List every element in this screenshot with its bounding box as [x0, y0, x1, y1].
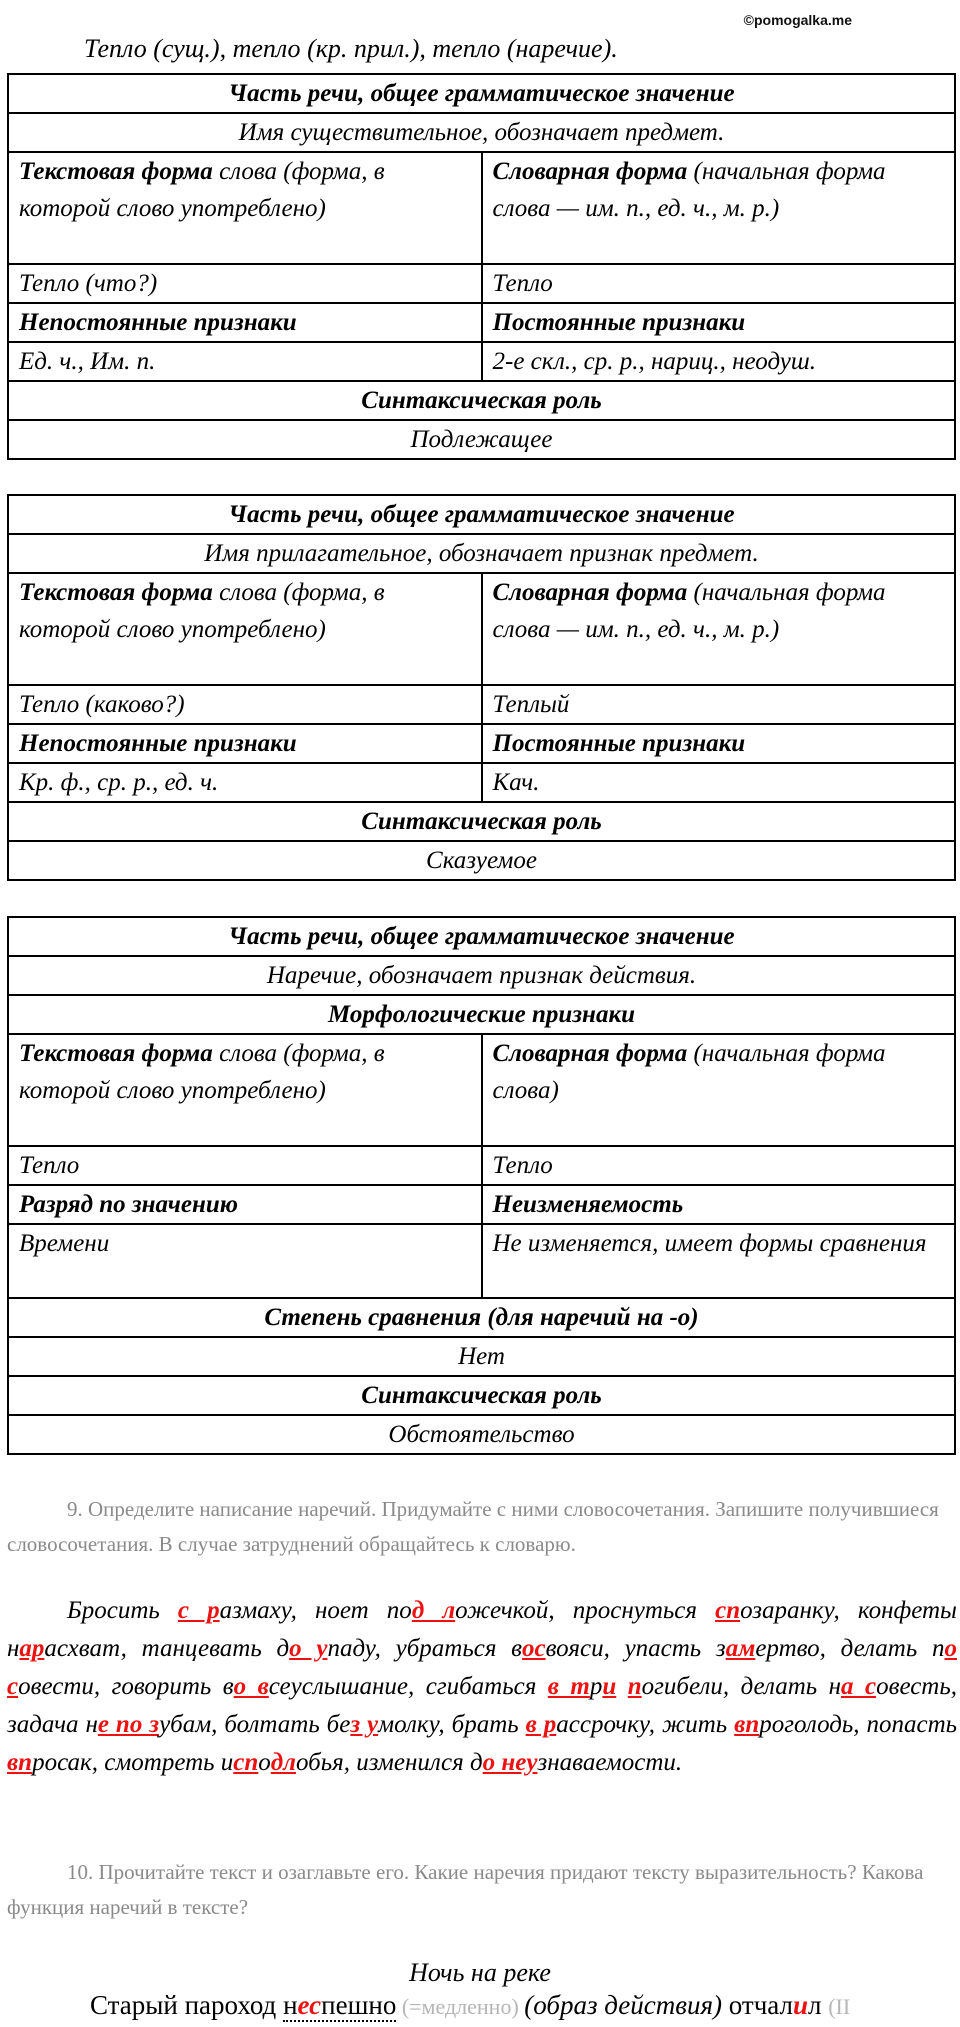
- text-form-header: Текстовая форма слова (форма, в которой слово употреблено): [8, 1034, 482, 1146]
- text-segment: ожечкой, проснуться: [455, 1597, 716, 1624]
- highlight-segment: е по з: [97, 1711, 160, 1738]
- text-segment: паду, убраться в: [327, 1635, 523, 1662]
- dict-form-value: Тепло: [482, 264, 956, 303]
- highlight-segment: ам: [725, 1635, 756, 1662]
- degree-value: Нет: [8, 1337, 955, 1376]
- inv-value: Не изменяется, имеет формы сравнения: [482, 1224, 956, 1298]
- text-segment: р: [589, 1673, 603, 1700]
- nonconst-value: Кр. ф., ср. р., ед. ч.: [8, 763, 482, 802]
- rank-header: Разряд по значению: [8, 1185, 482, 1224]
- dict-form-header: Словарная форма (начальная форма слова): [482, 1034, 956, 1146]
- nonconst-header: Непостоянные признаки: [8, 303, 482, 342]
- highlight-segment: а с: [841, 1673, 877, 1700]
- text-segment: овести, говорить в: [18, 1673, 234, 1700]
- text-form-value: Тепло (что?): [8, 264, 482, 303]
- synt-value: Подлежащее: [8, 420, 955, 459]
- const-header: Постоянные признаки: [482, 724, 956, 763]
- watermark: ©pomogalka.me: [743, 12, 852, 28]
- highlight-segment: о с: [7, 1635, 957, 1700]
- text-segment: вояси, упасть з: [545, 1635, 726, 1662]
- answer-9: [7, 1592, 957, 1782]
- text-segment: асхват, танцевать д: [44, 1635, 290, 1662]
- synt-header: Синтаксическая роль: [8, 381, 955, 420]
- pos-value: Имя прилагательное, обозначает признак предмет.: [8, 534, 955, 573]
- intro-line: [84, 34, 618, 64]
- task-9: 9. Определите написание наречий. Придумайте с ними словосочетания. Запишите получившиеся словосочетания. В случае затруднений обращайтесь к словарю.: [7, 1497, 939, 1556]
- degree-header: Степень сравнения (для наречий на -о): [8, 1298, 955, 1337]
- highlight-segment: ар: [19, 1635, 45, 1662]
- const-value: Кач.: [482, 763, 956, 802]
- text-segment: огибели, делать н: [641, 1673, 842, 1700]
- text-form-value: Тепло (каково?): [8, 685, 482, 724]
- text-form-header: Текстовая форма слова (форма, в которой слово употреблено): [8, 573, 482, 685]
- task-10: 10. Прочитайте текст и озаглавьте его. Какие наречия придают тексту выразительность? Какова функция наречий в тексте?: [7, 1860, 924, 1919]
- text-heading: Ночь на реке: [409, 1958, 551, 1987]
- text-segment: ертво, делать п: [755, 1635, 945, 1662]
- analysis-table-adverb: [7, 916, 956, 1455]
- text-segment: [616, 1673, 627, 1700]
- synt-value: Обстоятельство: [8, 1415, 955, 1454]
- pos-value: Наречие, обозначает признак действия.: [8, 956, 955, 995]
- highlight-segment: в т: [547, 1673, 590, 1700]
- const-value: 2-е скл., ср. р., нариц., неодуш.: [482, 342, 956, 381]
- text-segment: роголодь, попасть: [759, 1711, 958, 1738]
- intro-word-1: Тепло: [84, 34, 147, 63]
- dict-form-value: Теплый: [482, 685, 956, 724]
- highlight-segment: о у: [289, 1635, 328, 1662]
- analysis-table-noun: [7, 73, 956, 460]
- header-pos: Часть речи, общее грамматическое значение: [8, 74, 955, 113]
- text-segment: азмаху, ноет по: [219, 1597, 412, 1624]
- highlight-segment: з у: [350, 1711, 379, 1738]
- text-segment: сеуслышание, сгибаться: [268, 1673, 548, 1700]
- intro-word-2: тепло: [232, 34, 301, 63]
- header-pos: Часть речи, общее грамматическое значение: [8, 917, 955, 956]
- highlight-segment: и: [602, 1673, 617, 1700]
- highlight-segment: дл: [270, 1749, 297, 1776]
- intro-pos-2: (кр. прил.),: [307, 34, 426, 63]
- nonconst-header: Непостоянные признаки: [8, 724, 482, 763]
- morph-header: Морфологические признаки: [8, 995, 955, 1034]
- highlight-segment: ос: [522, 1635, 546, 1662]
- highlight-segment: сп: [715, 1597, 741, 1624]
- text-segment: ассрочку, жить: [556, 1711, 735, 1738]
- text-segment: Бросить: [67, 1597, 178, 1624]
- text-segment: озаранку, конфеты н: [7, 1597, 957, 1662]
- dict-form-header: Словарная форма (начальная форма слова — им. п., ед. ч., м. р.): [482, 573, 956, 685]
- highlight-segment: вп: [7, 1749, 33, 1776]
- nonconst-value: Ед. ч., Им. п.: [8, 342, 482, 381]
- text-segment: овесть, задача н: [7, 1673, 957, 1738]
- highlight-segment: о неу: [482, 1749, 538, 1776]
- text-segment: молку, брать: [378, 1711, 526, 1738]
- highlight-segment: с р: [177, 1597, 220, 1624]
- dict-form-value: Тепло: [482, 1146, 956, 1185]
- text-form-value: Тепло: [8, 1146, 482, 1185]
- text-segment: обья, изменился д: [296, 1749, 483, 1776]
- highlight-segment: о в: [233, 1673, 269, 1700]
- synt-header: Синтаксическая роль: [8, 1376, 955, 1415]
- intro-pos-3: (наречие).: [506, 34, 618, 63]
- text-segment: о: [258, 1749, 271, 1776]
- rank-value: Времени: [8, 1224, 482, 1298]
- dict-form-header: Словарная форма (начальная форма слова — им. п., ед. ч., м. р.): [482, 152, 956, 264]
- pos-value: Имя существительное, обозначает предмет.: [8, 113, 955, 152]
- text-segment: убам, болтать бе: [159, 1711, 351, 1738]
- text-segment: росак, смотреть и: [32, 1749, 234, 1776]
- text-form-header: Текстовая форма слова (форма, в которой слово употреблено): [8, 152, 482, 264]
- intro-word-3: тепло: [432, 34, 501, 63]
- header-pos: Часть речи, общее грамматическое значение: [8, 495, 955, 534]
- highlight-segment: вп: [734, 1711, 760, 1738]
- text-first-line: Старый пароход неспешно (=медленно) (образ действия) отчалил (II: [90, 1990, 851, 2020]
- inv-header: Неизменяемость: [482, 1185, 956, 1224]
- synt-header: Синтаксическая роль: [8, 802, 955, 841]
- intro-pos-1: (сущ.),: [153, 34, 227, 63]
- text-segment: знаваемости.: [537, 1749, 683, 1776]
- highlight-segment: д л: [411, 1597, 456, 1624]
- const-header: Постоянные признаки: [482, 303, 956, 342]
- highlight-segment: п: [627, 1673, 642, 1700]
- highlight-segment: сп: [233, 1749, 259, 1776]
- highlight-segment: в р: [525, 1711, 557, 1738]
- analysis-table-adjective: [7, 494, 956, 881]
- synt-value: Сказуемое: [8, 841, 955, 880]
